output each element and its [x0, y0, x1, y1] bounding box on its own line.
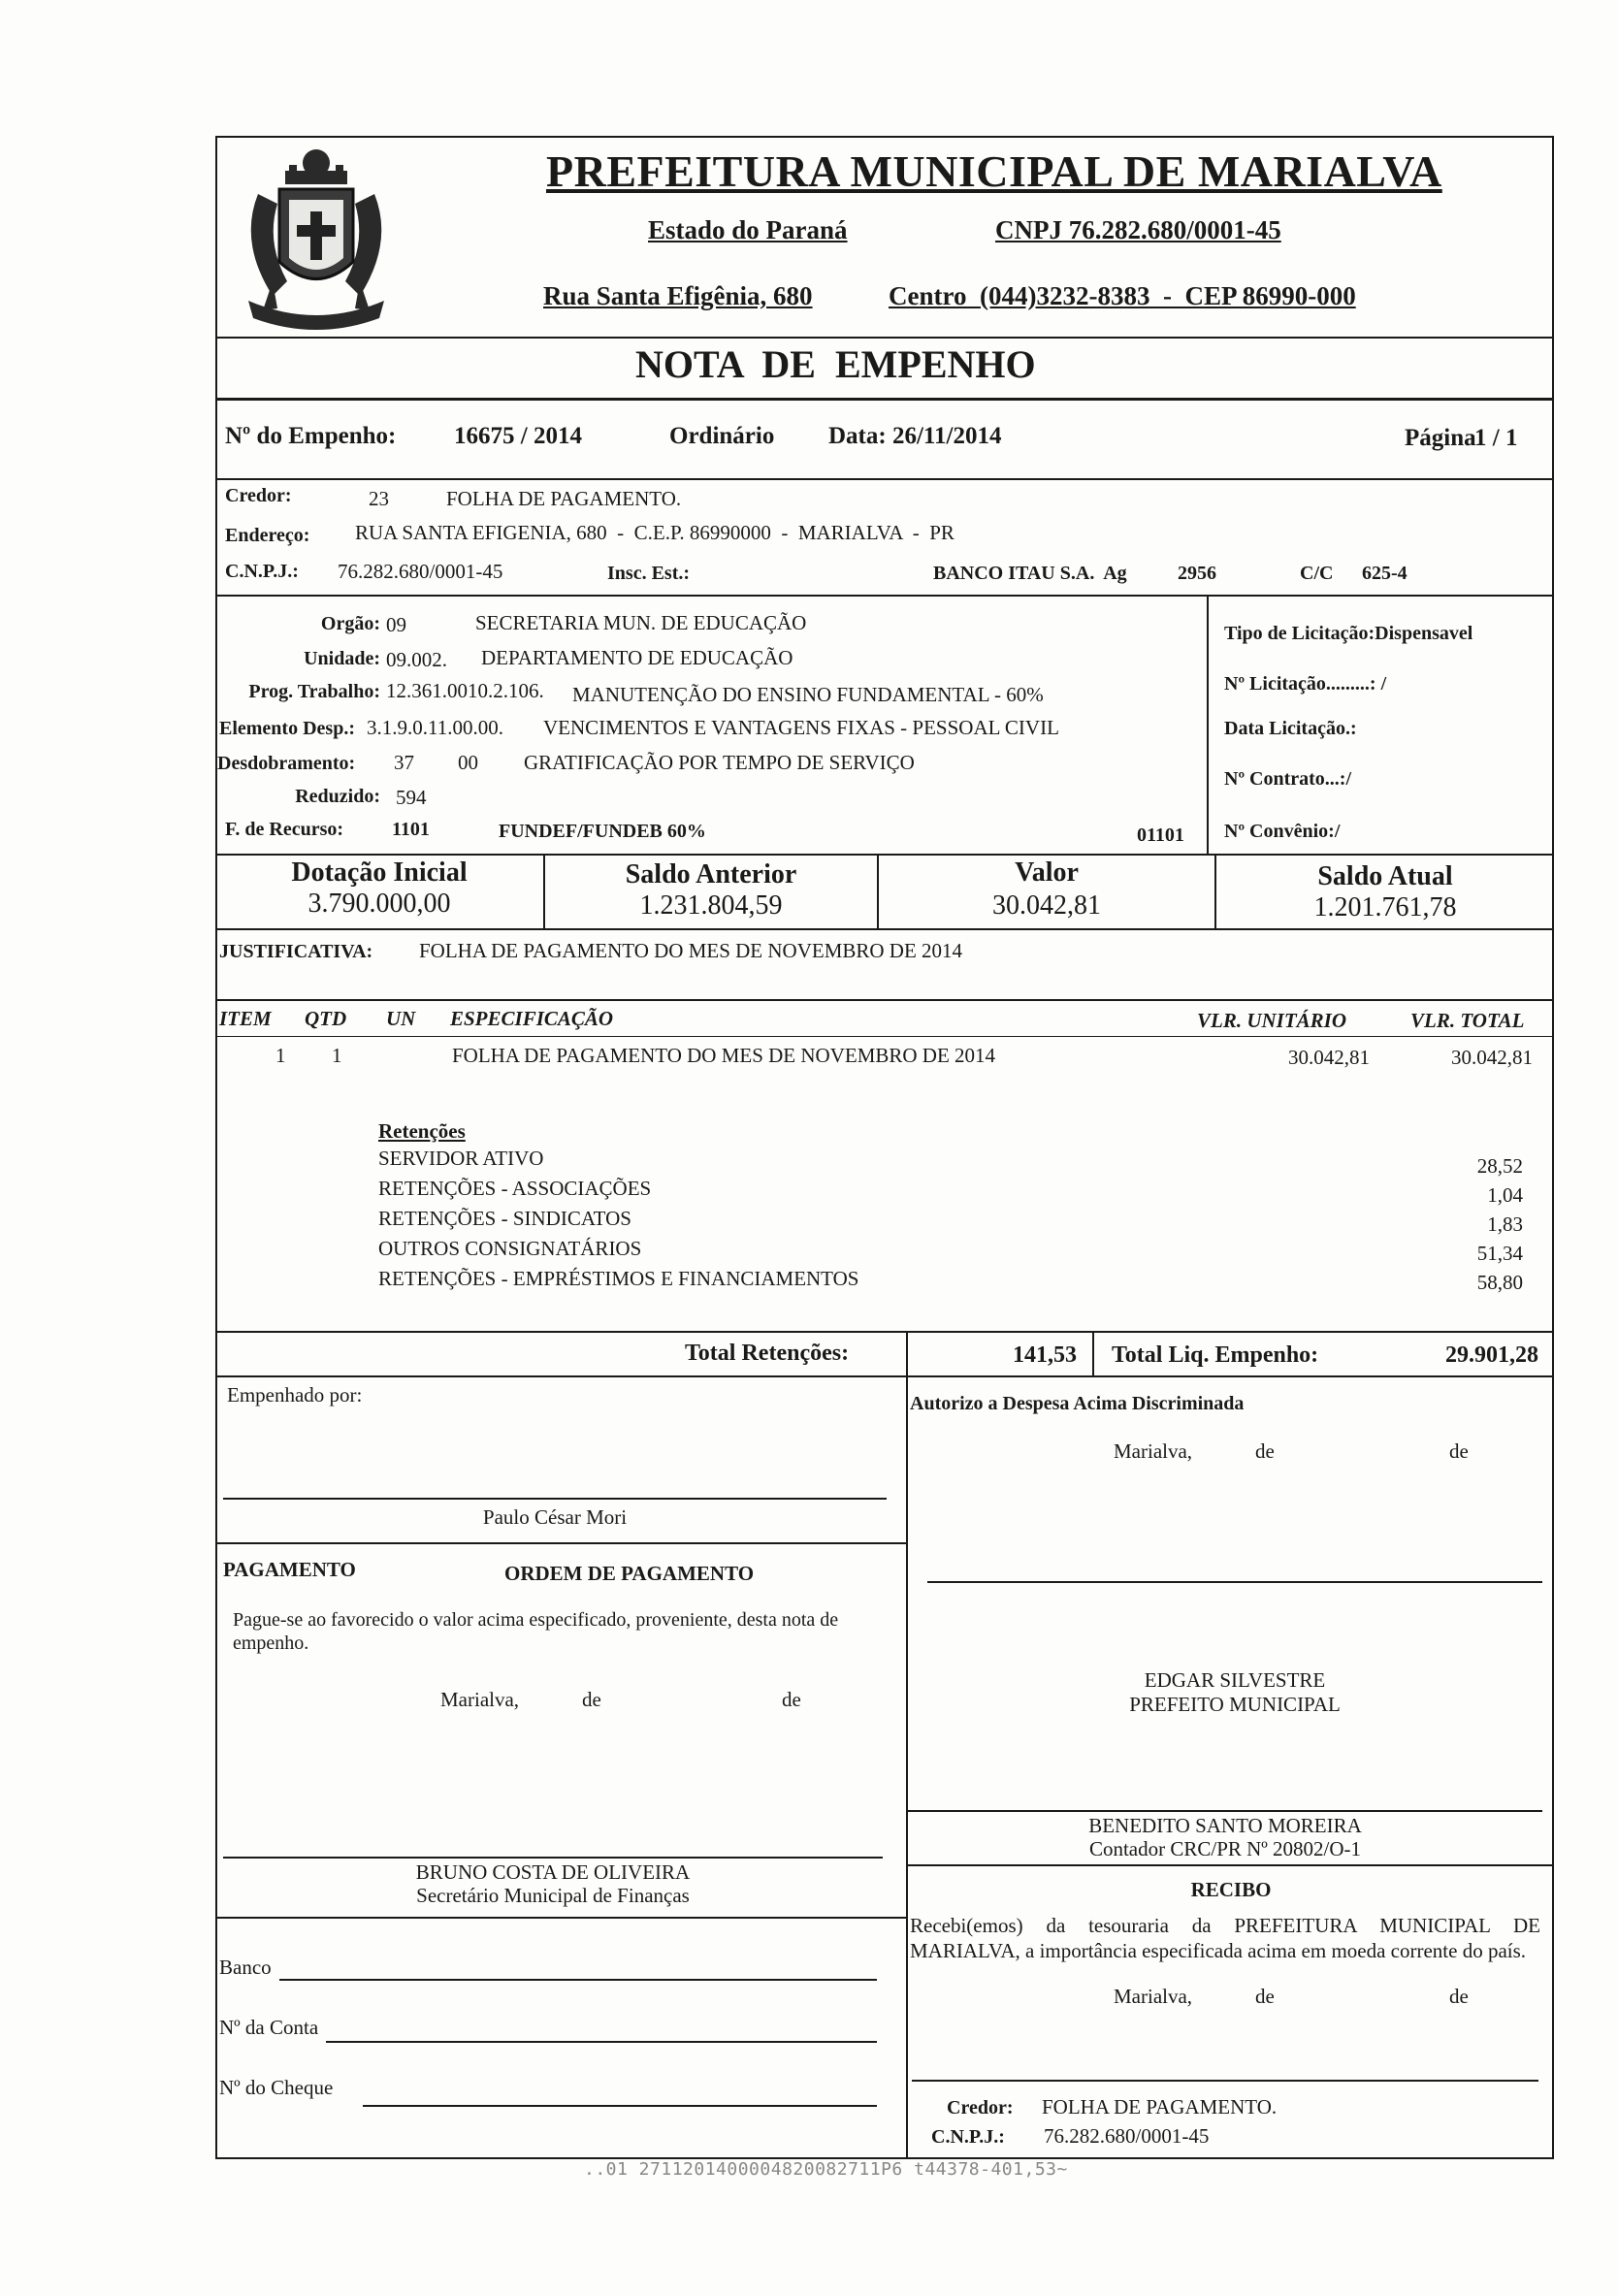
saldo-anterior-value: 1.231.804,59	[639, 890, 783, 921]
credor-cnpj-label: C.N.P.J.:	[225, 561, 299, 582]
retencao-name: OUTROS CONSIGNATÁRIOS	[378, 1237, 642, 1260]
banco-label: Banco	[219, 1956, 272, 1979]
tipo-licitacao: Tipo de Licitação:Dispensavel	[1224, 623, 1473, 644]
secretario-cargo: Secretário Municipal de Finanças	[416, 1884, 690, 1907]
item-number: 1	[275, 1044, 286, 1067]
conta-label: Nº da Conta	[219, 2016, 319, 2039]
vertical-divider	[906, 1333, 908, 1375]
total-liquido-value: 29.901,28	[1445, 1342, 1538, 1368]
orgao-name: SECRETARIA MUN. DE EDUCAÇÃO	[475, 611, 807, 634]
divider	[215, 854, 1554, 856]
ordem-pagamento-label: ORDEM DE PAGAMENTO	[504, 1562, 755, 1585]
credor-name: FOLHA DE PAGAMENTO.	[446, 487, 682, 510]
col-especificacao: ESPECIFICAÇÃO	[450, 1007, 614, 1030]
item-vlr-total: 30.042,81	[1451, 1046, 1533, 1069]
prog-name: MANUTENÇÃO DO ENSINO FUNDAMENTAL - 60%	[572, 683, 1044, 706]
vertical-divider	[906, 1377, 908, 2159]
elemento-name: VENCIMENTOS E VANTAGENS FIXAS - PESSOAL CIVIL	[543, 716, 1059, 739]
signature-line	[927, 1581, 1542, 1583]
pague-se-text: Pague-se ao favorecido o valor acima especificado, proveniente, desta nota de empenho.	[233, 1609, 839, 1654]
desdobramento-name: GRATIFICAÇÃO POR TEMPO DE SERVIÇO	[524, 751, 915, 774]
justificativa-text: FOLHA DE PAGAMENTO DO MES DE NOVEMBRO DE 2014	[419, 939, 963, 962]
contador-cargo: Contador CRC/PR Nº 20802/O-1	[1088, 1837, 1362, 1860]
reduzido-code: 594	[396, 786, 427, 809]
total-retencoes-value: 141,53	[1013, 1342, 1077, 1368]
divider	[215, 1917, 906, 1919]
orgao-label: Orgão:	[320, 613, 380, 634]
retencao-value: 1,04	[1487, 1183, 1523, 1207]
header-address: Centro (044)3232-8383 - CEP 86990-000	[889, 281, 1356, 310]
endereco-value: RUA SANTA EFIGENIA, 680 - C.E.P. 86990000 - MARIALVA - PR	[355, 521, 955, 544]
footer-barcode-text: ..01 2711201400004820082711P6 t44378-401,53~	[584, 2159, 1068, 2180]
recibo-de-1: de	[1255, 1985, 1275, 2008]
empenhado-por-label: Empenhado por:	[227, 1383, 363, 1407]
desdobramento-sub: 00	[458, 751, 478, 774]
dotacao-label: Dotação Inicial	[291, 857, 468, 888]
signature-line	[908, 1810, 1542, 1812]
signature-line	[912, 2080, 1538, 2082]
retencao-value: 28,52	[1476, 1154, 1523, 1178]
empenho-type: Ordinário	[669, 423, 775, 449]
banco-field-line	[279, 1979, 877, 1981]
unidade-label: Unidade:	[304, 648, 380, 669]
numero-contrato: Nº Contrato...:/	[1224, 768, 1352, 790]
dotacao-value: 3.790.000,00	[307, 889, 451, 919]
autorizo-label: Autorizo a Despesa Acima Discriminada	[910, 1393, 1245, 1414]
page-number: 1 / 1	[1474, 425, 1518, 451]
total-liquido-label: Total Liq. Empenho:	[1112, 1342, 1319, 1368]
saldo-atual-label: Saldo Atual	[1317, 861, 1453, 891]
retencao-value: 58,80	[1476, 1271, 1523, 1294]
recibo-cnpj: 76.282.680/0001-45	[1044, 2124, 1210, 2148]
col-item: ITEM	[219, 1007, 272, 1030]
item-qtd: 1	[332, 1044, 342, 1067]
secretario-nome: BRUNO COSTA DE OLIVEIRA	[415, 1860, 691, 1884]
empenho-number-label: Nº do Empenho:	[225, 423, 397, 449]
valor-value: 30.042,81	[992, 890, 1101, 921]
insc-est-label: Insc. Est.:	[607, 563, 691, 584]
cc-value: 625-4	[1362, 563, 1408, 584]
empenho-date: Data: 26/11/2014	[828, 423, 1002, 449]
credor-cnpj: 76.282.680/0001-45	[338, 560, 503, 583]
recibo-local: Marialva,	[1114, 1985, 1193, 2008]
autorizo-de-2: de	[1449, 1439, 1469, 1463]
recibo-cnpj-label: C.N.P.J.:	[931, 2126, 1005, 2148]
prog-code: 12.361.0010.2.106.	[386, 679, 544, 702]
elemento-code: 3.1.9.0.11.00.00.	[367, 716, 503, 739]
empenhado-por-nome: Paulo César Mori	[482, 1505, 628, 1529]
numero-licitacao: Nº Licitação.........: /	[1224, 673, 1387, 695]
data-licitacao: Data Licitação.:	[1224, 718, 1357, 739]
recibo-credor-label: Credor:	[947, 2097, 1014, 2118]
retencao-name: RETENÇÕES - EMPRÉSTIMOS E FINANCIAMENTOS	[378, 1267, 859, 1290]
retencoes-title: Retenções	[378, 1119, 466, 1143]
bank-agency: 2956	[1178, 563, 1216, 584]
cheque-field-line	[363, 2105, 877, 2107]
recibo-title: RECIBO	[1190, 1878, 1272, 1901]
retencao-name: RETENÇÕES - ASSOCIAÇÕES	[378, 1177, 652, 1200]
bank-name: BANCO ITAU S.A. Ag	[933, 563, 1127, 584]
prefeito-cargo: PREFEITO MUNICIPAL	[1129, 1693, 1341, 1716]
retencao-value: 1,83	[1487, 1213, 1523, 1236]
justificativa-label: JUSTIFICATIVA:	[219, 941, 373, 962]
fonte-label: F. de Recurso:	[225, 819, 344, 840]
saldo-atual-value: 1.201.761,78	[1313, 892, 1457, 922]
fonte-extra: 01101	[1137, 825, 1184, 846]
page-label: Página	[1405, 425, 1476, 451]
state-label: Estado do Paraná	[648, 215, 848, 244]
prog-label: Prog. Trabalho:	[248, 681, 380, 702]
divider	[215, 1542, 906, 1544]
divider	[215, 999, 1554, 1001]
fonte-code: 1101	[392, 819, 430, 840]
coat-of-arms-logo	[219, 136, 413, 340]
recibo-credor-nome: FOLHA DE PAGAMENTO.	[1042, 2095, 1278, 2118]
divider	[906, 1864, 1554, 1866]
recibo-text: Recebi(emos) da tesouraria da PREFEITURA MUNICIPAL DE MARIALVA, a importância especificada acima em moeda corrente do país.	[910, 1914, 1540, 1962]
divider	[215, 1036, 1554, 1037]
retencao-name: SERVIDOR ATIVO	[378, 1147, 544, 1170]
page-title: PREFEITURA MUNICIPAL DE MARIALVA	[546, 146, 1442, 196]
col-un: UN	[386, 1007, 416, 1030]
divider	[215, 337, 1554, 339]
retencao-value: 51,34	[1476, 1242, 1523, 1265]
prefeito-nome: EDGAR SILVESTRE	[1144, 1668, 1326, 1692]
cheque-label: Nº do Cheque	[219, 2076, 334, 2099]
saldo-anterior-label: Saldo Anterior	[625, 859, 797, 889]
cc-label: C/C	[1300, 563, 1334, 584]
autorizo-de-1: de	[1255, 1439, 1275, 1463]
empenho-number: 16675 / 2014	[454, 423, 582, 449]
pagamento-local: Marialva,	[440, 1688, 520, 1711]
fonte-name: FUNDEF/FUNDEB 60%	[499, 821, 706, 842]
vertical-divider	[1092, 1333, 1094, 1375]
col-vlr-unitario: VLR. UNITÁRIO	[1197, 1009, 1347, 1032]
divider	[215, 928, 1554, 930]
header-street: Rua Santa Efigênia, 680	[543, 281, 813, 310]
divider	[215, 595, 1554, 597]
total-retencoes-label: Total Retenções:	[685, 1341, 850, 1366]
unidade-name: DEPARTAMENTO DE EDUCAÇÃO	[481, 646, 793, 669]
recibo-de-2: de	[1449, 1985, 1469, 2008]
document-title: NOTA DE EMPENHO	[635, 342, 1036, 386]
endereco-label: Endereço:	[225, 525, 310, 546]
credor-code: 23	[369, 487, 389, 510]
header-cnpj: CNPJ 76.282.680/0001-45	[995, 215, 1281, 244]
item-especificacao: FOLHA DE PAGAMENTO DO MES DE NOVEMBRO DE 2014	[452, 1044, 996, 1067]
divider	[215, 1375, 1554, 1377]
reduzido-label: Reduzido:	[295, 786, 380, 807]
elemento-label: Elemento Desp.:	[219, 718, 355, 739]
pagamento-label: PAGAMENTO	[223, 1558, 356, 1581]
pagamento-de-2: de	[782, 1688, 801, 1711]
orgao-code: 09	[386, 613, 406, 636]
col-qtd: QTD	[305, 1007, 347, 1030]
retencao-name: RETENÇÕES - SINDICATOS	[378, 1207, 631, 1230]
vertical-divider	[1207, 597, 1209, 854]
desdobramento-label: Desdobramento:	[217, 753, 356, 774]
col-vlr-total: VLR. TOTAL	[1410, 1009, 1525, 1032]
desdobramento-code: 37	[394, 751, 414, 774]
unidade-code: 09.002.	[386, 648, 447, 671]
divider	[215, 1331, 1554, 1333]
pagamento-de-1: de	[582, 1688, 601, 1711]
conta-field-line	[326, 2041, 877, 2043]
signature-line	[223, 1857, 883, 1859]
signature-line	[223, 1498, 887, 1500]
numero-convenio: Nº Convênio:/	[1224, 821, 1341, 842]
credor-label: Credor:	[225, 485, 292, 506]
divider	[215, 398, 1554, 401]
item-vlr-unitario: 30.042,81	[1288, 1046, 1370, 1069]
contador-nome: BENEDITO SANTO MOREIRA	[1088, 1814, 1362, 1837]
valor-label: Valor	[1015, 857, 1079, 888]
autorizo-local: Marialva,	[1114, 1439, 1193, 1463]
divider	[215, 478, 1554, 480]
